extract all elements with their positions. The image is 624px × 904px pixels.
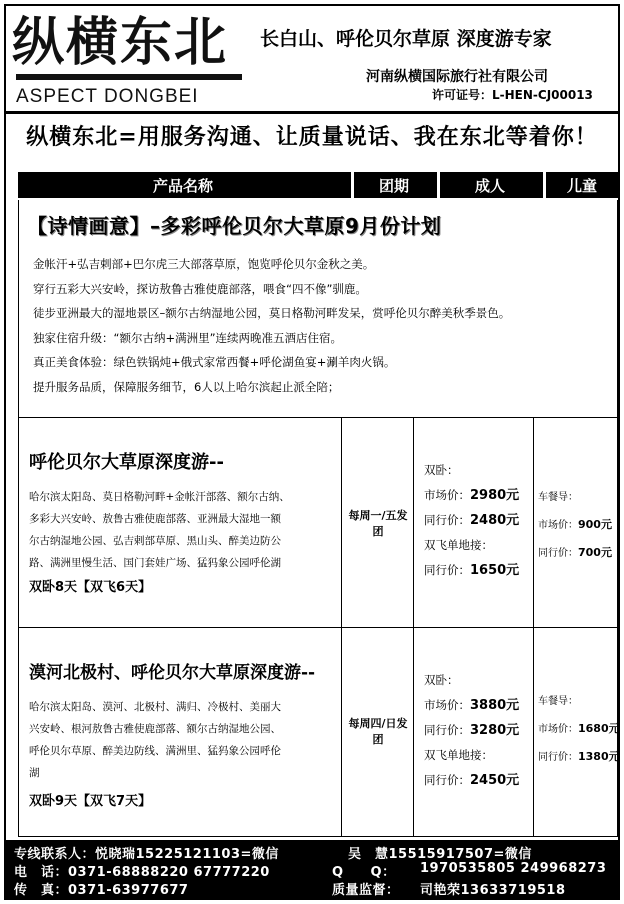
agency-name: 河南纵横国际旅行社有限公司 xyxy=(366,69,548,85)
sleeper-label: 双卧： xyxy=(424,673,459,687)
market-price: 3880元 xyxy=(470,698,520,713)
tour-desc-line: 兴安岭、根河敖鲁古雅使鹿部落、额尔古纳湿地公园、 xyxy=(29,723,281,735)
adult-price-cell xyxy=(413,418,533,627)
child-market-price: 900元 xyxy=(578,518,612,531)
peer-price-row xyxy=(424,508,519,533)
market-price-row xyxy=(424,693,519,718)
child-price-cell xyxy=(533,628,620,836)
phone-line xyxy=(14,861,607,880)
tour-desc-line: 哈尔滨太阳岛、莫日格勒河畔+金帐汗部落、额尔古纳、 xyxy=(29,491,290,503)
tour-schedule: 每周一/五发团 xyxy=(348,509,408,538)
market-price: 2980元 xyxy=(470,488,520,503)
fax-label: 传 真： xyxy=(14,883,69,898)
license-number: 许可证号：L-HEN-CJ00013 xyxy=(432,88,593,102)
logo xyxy=(12,12,242,108)
flight-price-row xyxy=(424,768,519,793)
header xyxy=(6,6,618,114)
child-market-price: 1680元 xyxy=(578,722,620,735)
peer-label: 同行价： xyxy=(538,752,578,763)
child-peer-row xyxy=(538,743,620,771)
header-product: 产品名称 xyxy=(152,177,213,195)
quality-contact: 司艳荣13633719518 xyxy=(420,883,566,898)
flight-peer-price: 1650元 xyxy=(470,563,520,578)
qq-number: 1970535805 249968273 xyxy=(420,861,607,876)
sleeper-label: 双卧： xyxy=(424,463,459,477)
tour-title: 呼伦贝尔大草原深度游-- xyxy=(29,452,224,473)
flyer xyxy=(4,4,620,900)
logo-underline xyxy=(16,74,242,80)
tour-duration: 双卧9天【双飞7天】 xyxy=(29,794,152,809)
tour-desc-line: 多彩大兴安岭、敖鲁古雅使鹿部落、亚洲最大湿地一额 xyxy=(29,513,281,525)
peer-price-row xyxy=(424,718,519,743)
tour-product-cell xyxy=(19,628,341,836)
tour-desc-line: 湖 xyxy=(29,767,40,779)
child-price-cell xyxy=(533,418,617,627)
peer-label: 同行价： xyxy=(424,563,470,577)
market-label: 市场价： xyxy=(424,488,470,502)
peer-label: 同行价： xyxy=(538,548,578,559)
tour-desc-line: 呼伦贝尔草原、醉美边防线、满洲里、猛犸象公园呼伦 xyxy=(29,745,281,757)
logo-english: ASPECT DONGBEI xyxy=(16,86,199,107)
slogan: 长白山、呼伦贝尔草原 深度游专家 xyxy=(260,28,552,50)
featured-highlights xyxy=(33,252,510,399)
phone-label: 电 话： xyxy=(14,865,69,880)
tour-row xyxy=(18,627,618,837)
market-price-row xyxy=(424,483,519,508)
meal-label: 车餐导： xyxy=(538,492,578,503)
phone-number: 0371-68888220 67777220 xyxy=(68,865,270,880)
highlight-line: 金帐汗+弘吉剌部+巴尔虎三大部落草原，饱览呼伦贝尔金秋之美。 xyxy=(33,257,375,271)
peer-price: 2480元 xyxy=(470,513,520,528)
highlight-line: 独家住宿升级：“额尔古纳+满洲里”连续两晚准五酒店住宿。 xyxy=(33,330,343,345)
contact-line xyxy=(14,843,532,862)
fax-number: 0371-63977677 xyxy=(68,883,189,898)
tour-schedule-cell xyxy=(341,418,413,627)
contact-person-1: 悦晓瑞15225121103=微信 xyxy=(95,847,279,862)
qq-label: Q Q： xyxy=(332,865,396,880)
tour-desc-line: 哈尔滨太阳岛、漠河、北极村、满归、冷极村、美丽大 xyxy=(29,701,281,713)
quality-label: 质量监督： xyxy=(332,883,400,898)
logo-chinese: 纵横东北 xyxy=(12,13,229,73)
featured-plan xyxy=(18,200,618,418)
adult-price-cell xyxy=(413,628,533,836)
contact-person-2: 吴 慧15515917507=微信 xyxy=(348,847,532,862)
child-prices xyxy=(538,484,612,567)
tour-title: 漠河北极村、呼伦贝尔大草原深度游-- xyxy=(29,663,316,683)
tour-description xyxy=(29,696,339,784)
tour-desc-line: 路、满洲里慢生活、国门套娃广场、猛犸象公园呼伦湖 xyxy=(29,557,281,569)
contact-label: 专线联系人： xyxy=(14,847,96,862)
fax-line xyxy=(14,879,566,898)
tour-schedule-cell xyxy=(341,628,413,836)
market-label: 市场价： xyxy=(424,698,470,712)
tour-desc-line: 尔古纳湿地公园、弘吉剌部草原、黑山头、醉美边防公 xyxy=(29,535,281,547)
child-peer-price: 1380元 xyxy=(578,750,620,763)
highlight-line: 徒步亚洲最大的湿地景区–额尔古纳湿地公园，莫日格勒河畔发呆，赏呼伦贝尔醉美秋季景色。 xyxy=(33,306,511,320)
tour-description xyxy=(29,486,339,574)
contact-footer xyxy=(6,840,618,898)
highlight-line: 真正美食体验：绿色铁锅炖+俄式家常西餐+呼伦湖鱼宴+涮羊肉火锅。 xyxy=(33,355,396,369)
child-market-row xyxy=(538,715,620,743)
header-adult: 成人 xyxy=(474,177,505,195)
highlight-line: 穿行五彩大兴安岭，探访敖鲁古雅使鹿部落，喂食“四不像”驯鹿。 xyxy=(33,281,367,296)
flight-peer-price: 2450元 xyxy=(470,773,520,788)
featured-title: 【诗情画意】–多彩呼伦贝尔大草原9月份计划 xyxy=(27,214,442,238)
highlight-line: 提升服务品质，保障服务细节，6人以上哈尔滨起止派全陪； xyxy=(33,379,340,394)
tour-duration: 双卧8天【双飞6天】 xyxy=(29,580,152,595)
child-peer-row xyxy=(538,539,612,567)
table-header xyxy=(18,172,618,198)
market-label: 市场价： xyxy=(538,724,578,735)
flight-label: 双飞单地接： xyxy=(424,538,493,552)
motto: 纵横东北=用服务沟通、让质量说话、我在东北等着你！ xyxy=(26,124,598,150)
adult-prices xyxy=(424,668,519,793)
child-prices xyxy=(538,688,620,771)
flight-price-row xyxy=(424,558,519,583)
child-market-row xyxy=(538,511,612,539)
meal-label: 车餐导： xyxy=(538,696,578,707)
tour-schedule: 每周四/日发团 xyxy=(348,717,408,746)
tour-row xyxy=(18,417,618,628)
adult-prices xyxy=(424,458,519,583)
child-peer-price: 700元 xyxy=(578,546,612,559)
peer-label: 同行价： xyxy=(424,773,470,787)
peer-label: 同行价： xyxy=(424,513,470,527)
peer-label: 同行价： xyxy=(424,723,470,737)
tour-product-cell xyxy=(19,418,341,627)
flight-label: 双飞单地接： xyxy=(424,748,493,762)
market-label: 市场价： xyxy=(538,520,578,531)
header-schedule: 团期 xyxy=(378,177,409,195)
peer-price: 3280元 xyxy=(470,723,520,738)
header-child: 儿童 xyxy=(566,177,597,195)
